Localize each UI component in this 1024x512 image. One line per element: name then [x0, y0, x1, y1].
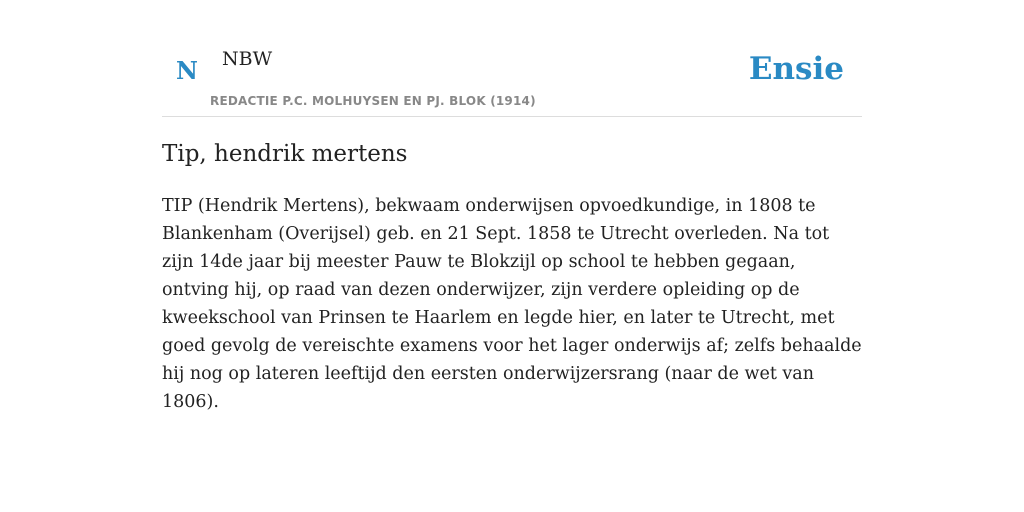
source-header — [162, 40, 862, 117]
entry-body-text: TIP (Hendrik Mertens), bekwaam onderwijsen opvoedkundige, in 1808 te Blankenham (Overijsel) geb. en 21 Sept. 1858 te Utrecht overleden. Na tot zijn 14de jaar bij meester Pauw te Blokzijl op school te hebben gegaan, ontving hij, op raad van dezen onderwijzer, zijn verdere opleiding op de kweekschool van Prinsen te Haarlem en legde hier, en later te Utrecht, met goed gevolg de vereischte examens voor het lager onderwijs af; zelfs behaalde hij nog op lateren leeftijd den eersten onderwijzersrang (naar de wet van 1806). — [162, 196, 862, 412]
source-subtitle: REDACTIE P.C. MOLHUYSEN EN PJ. BLOK (1914) — [210, 94, 536, 108]
source-logo-letter: N — [176, 56, 198, 85]
brand-logo-link[interactable]: Ensie — [748, 51, 844, 87]
source-name[interactable]: NBW — [222, 48, 273, 70]
entry-title: Tip, hendrik mertens — [162, 141, 408, 167]
